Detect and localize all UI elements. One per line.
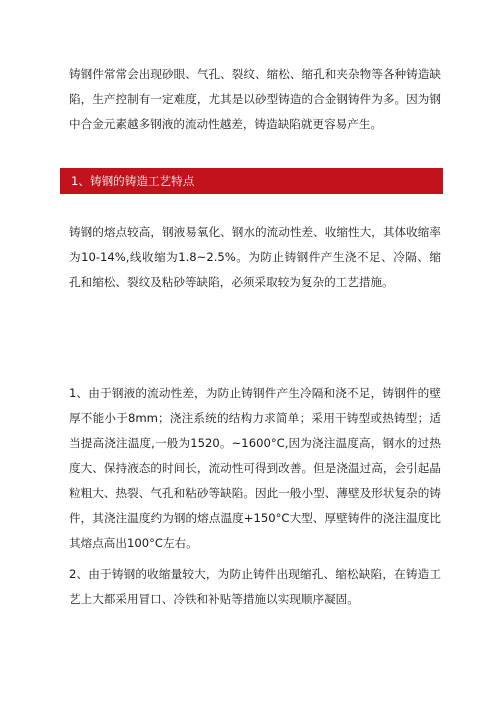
intro-paragraph: 铸钢件常常会出现砂眼、气孔、裂纹、缩松、缩孔和夹杂物等各种铸造缺陷，生产控制有一定难度，尤其是以砂型铸造的合金钢铸件为多。因为钢中合金元素越多钢液的流动性越差，铸造缺陷就更容易产生。 — [69, 67, 441, 131]
section-header: 1、铸钢的铸造工艺特点 — [60, 168, 443, 194]
point-2-paragraph: 2、由于铸钢的收缩量较大，为防止铸件出现缩孔、缩松缺陷，在铸造工艺上大都采用冒口、冷铁和补贴等措施以实现顺序凝固。 — [69, 567, 441, 606]
point-1-paragraph: 1、由于钢液的流动性差，为防止铸钢件产生冷隔和浇不足，铸钢件的壁厚不能小于8mm；浇注系统的结构力求简单；采用干铸型或热铸型；适当提高浇注温度,一般为1520。~1600°C,因为浇注温度高，钢水的过热度大、保持液态的时间长，流动性可得到改善。但是浇温过高，会引起晶粒粗大、热裂、气孔和粘砂等缺陷。因此一般小型、薄壁及形状复杂的铸件，其浇注温度约为钢的熔点温度+150°C大型、厚壁铸件的浇注温度比其熔点高出100°C左右。 — [69, 386, 441, 550]
features-paragraph: 铸钢的熔点较高，钢液易氧化、钢水的流动性差、收缩性大，其体收缩率为10-14%,线收缩为1.8~2.5%。为防止铸钢件产生浇不足、冷隔、缩孔和缩松、裂纹及粘砂等缺陷，必须采取较为复杂的工艺措施。 — [69, 225, 441, 289]
